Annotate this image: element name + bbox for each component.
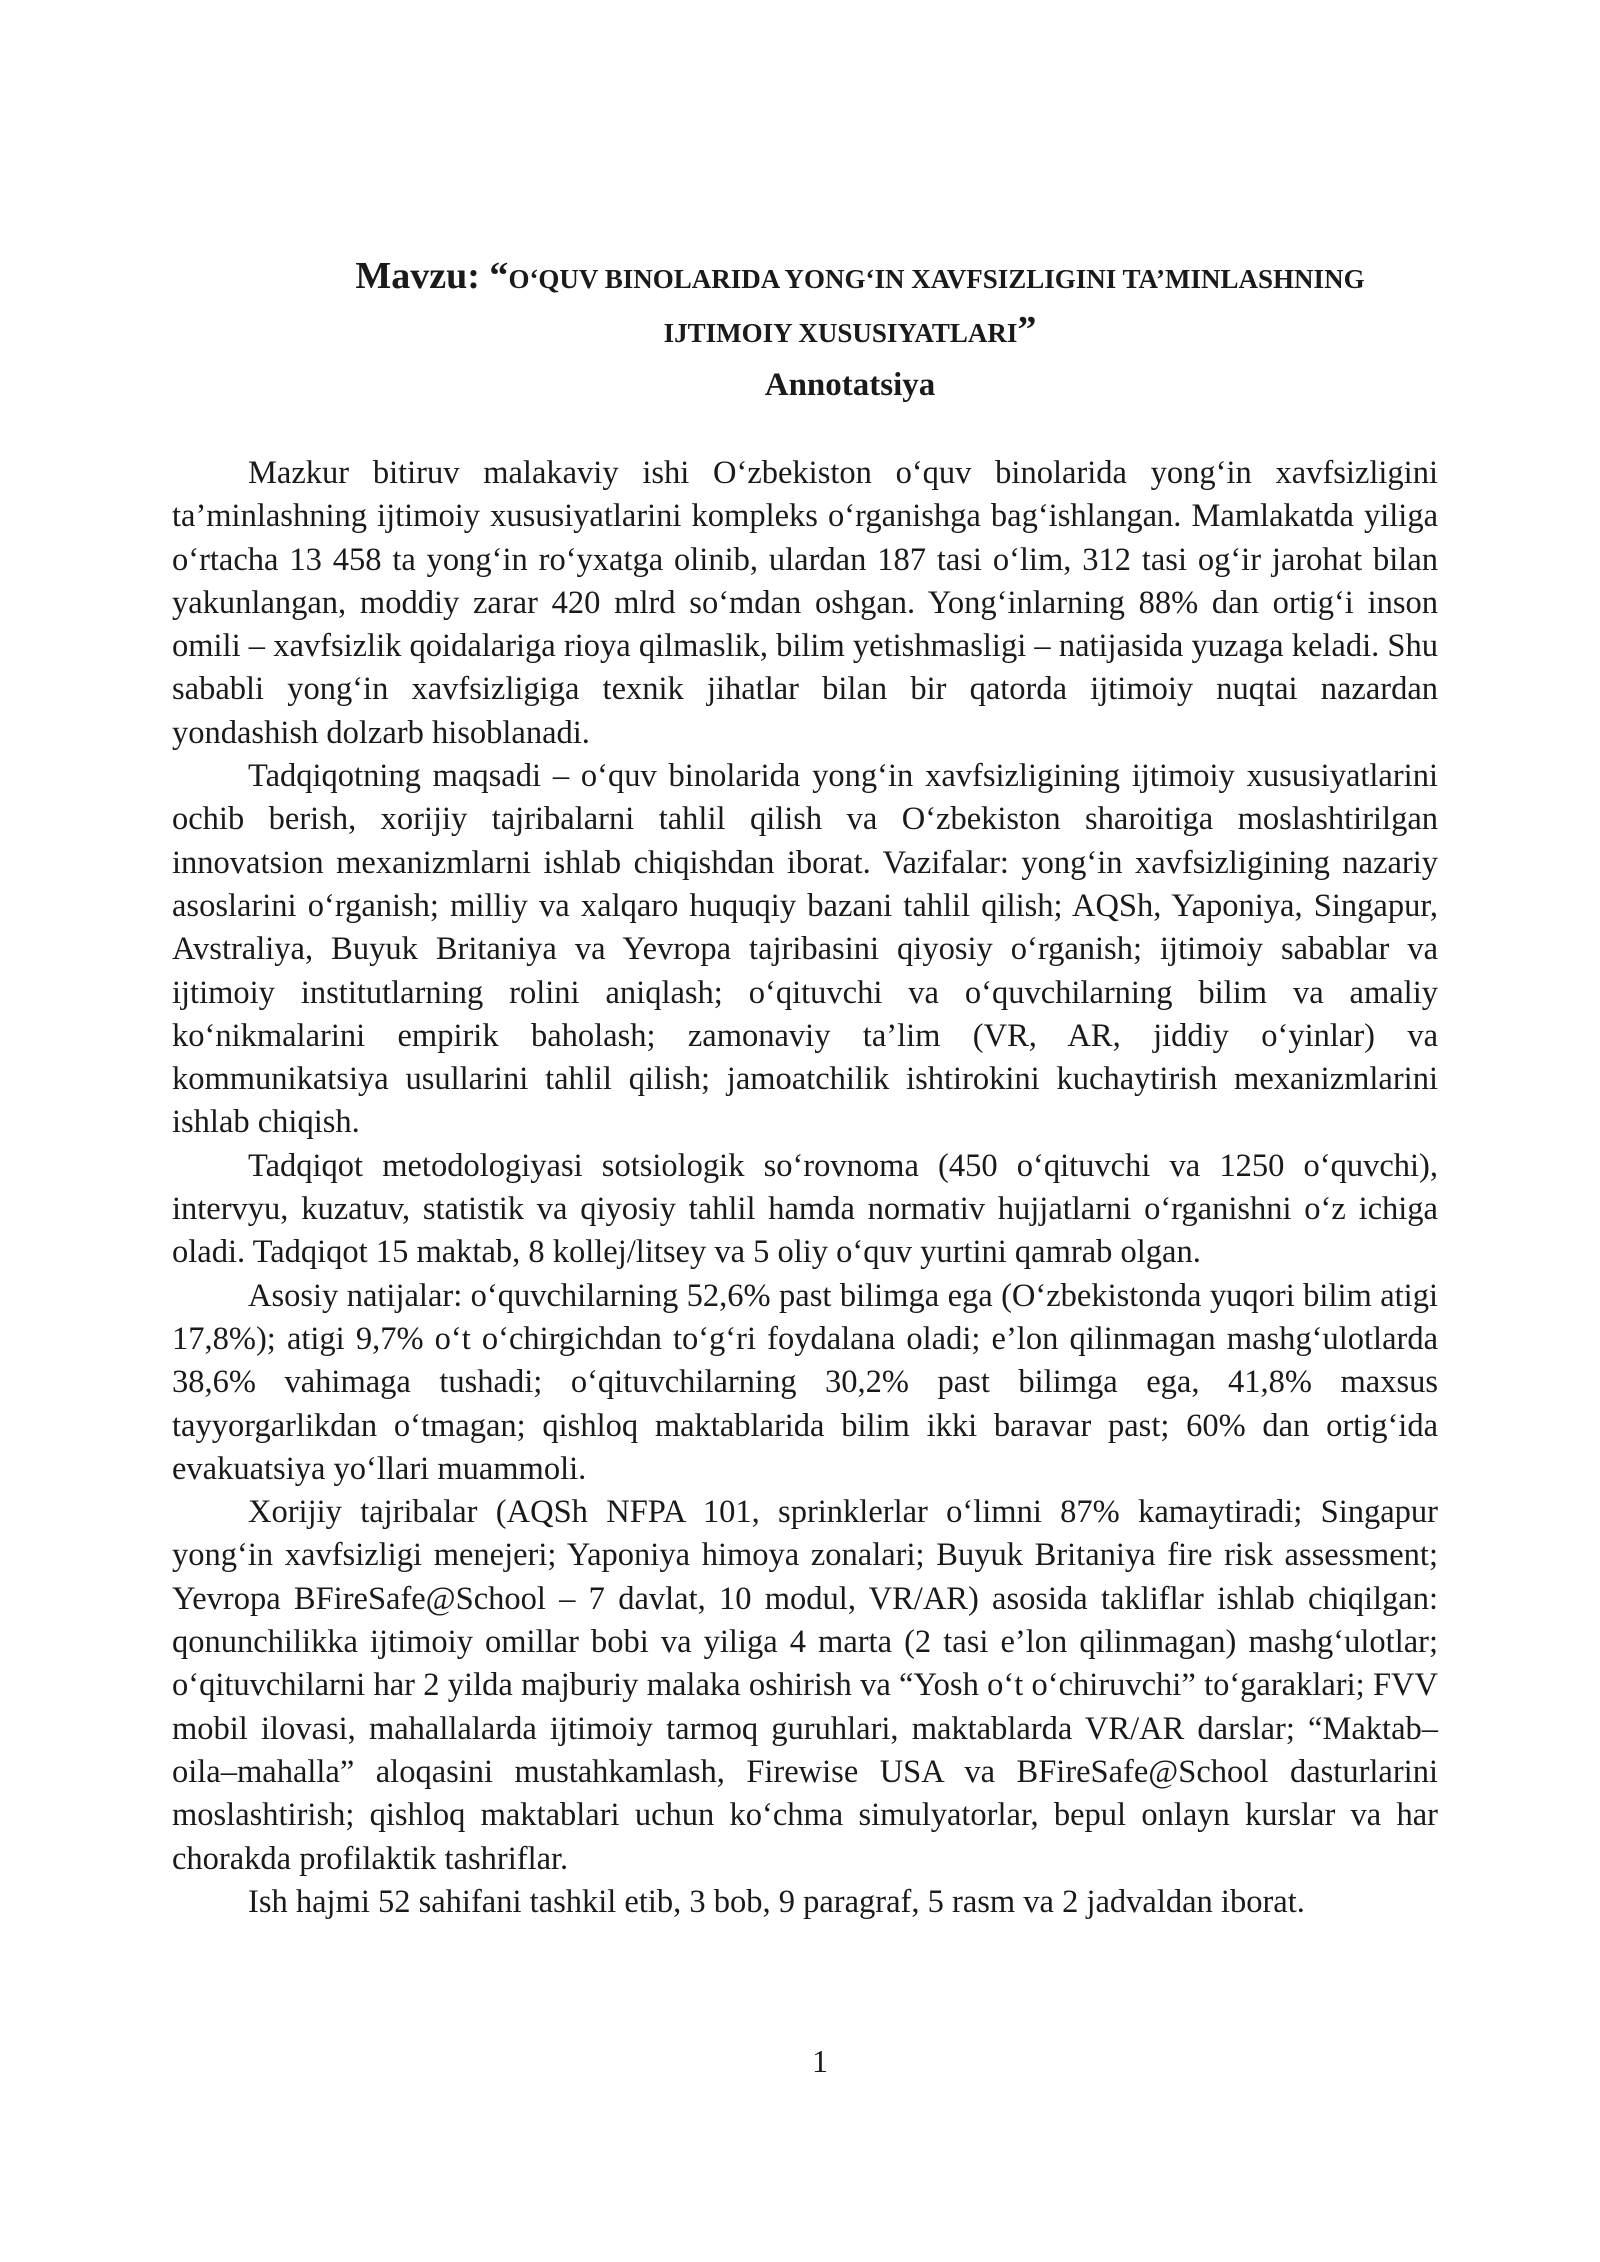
title-prefix: Mavzu: “ [355,255,509,297]
document-page [172,252,1438,1924]
paragraph-methodology: Tadqiqot metodologiyasi sotsiologik so‘rovnoma (450 o‘qituvchi va 1250 o‘quvchi), intervyu, kuzatuv, statistik va qiyosiy tahlil hamda normativ hujjatlarni o‘rganishni o‘z ichiga oladi. Tadqiqot 15 maktab, 8 kollej/litsey va 5 oliy o‘quv yurtini qamrab olgan. [172,1147,1438,1271]
title-close-quote: ” [1017,309,1037,351]
page-number: 1 [812,2043,828,2079]
title-line-2: IJTIMOIY XUSUSIYATLARI [663,318,1018,348]
section-heading: Annotatsiya [764,367,936,403]
title-line-1: O‘QUV BINOLARIDA YONG‘IN XAVFSIZLIGINI TA’MINLASHNING [508,264,1365,294]
document-title-continued [172,308,1438,360]
annotation-body [172,452,1438,1924]
paragraph-recommendations: Xorijiy tajribalar (AQSh NFPA 101, sprinklerlar o‘limni 87% kamaytiradi; Singapur yong‘in xavfsizligi menejeri; Yaponiya himoya zonalari; Buyuk Britaniya fire risk assessment; Yevropa BFireSafe@School – 7 davlat, 10 modul, VR/AR) asosida takliflar ishlab chiqilgan: qonunchilikka ijtimoiy omillar bobi va yiliga 4 marta (2 tasi e’lon qilinmagan) mashg‘ulotlar; o‘qituvchilarni har 2 yilda majburiy malaka oshirish va “Yosh o‘t o‘chiruvchi” to‘garaklari; FVV mobil ilovasi, mahallalarda ijtimoiy tarmoq guruhlari, maktablarda VR/AR darslar; “Maktab–oila–mahalla” aloqasini mustahkamlash, Firewise USA va BFireSafe@School dasturlarini moslashtirish; qishloq maktablari uchun ko‘chma simulyatorlar, bepul onlayn kurslar va har chorakda profilaktik tashriflar. [172,1494,1438,1877]
paragraph-results: Asosiy natijalar: o‘quvchilarning 52,6% past bilimga ega (O‘zbekistonda yuqori bilim atigi 17,8%); atigi 9,7% o‘t o‘chirgichdan to‘g‘ri foydalana oladi; e’lon qilinmagan mashg‘ulotlarda 38,6% vahimaga tushadi; o‘qituvchilarning 30,2% past bilimga ega, 41,8% maxsus tayyorgarlikdan o‘tmagan; qishloq maktablarida bilim ikki baravar past; 60% dan ortig‘ida evakuatsiya yo‘llari muammoli. [172,1277,1438,1487]
paragraph-volume: Ish hajmi 52 sahifani tashkil etib, 3 bob, 9 paragraf, 5 rasm va 2 jadvaldan iborat. [248,1883,1305,1920]
document-title [172,252,1438,308]
paragraph-intro: Mazkur bitiruv malakaviy ishi O‘zbekiston o‘quv binolarida yong‘in xavfsizligini ta’minlashning ijtimoiy xususiyatlarini kompleks o‘rganishga bag‘ishlangan. Mamlakatda yiliga o‘rtacha 13 458 ta yong‘in ro‘yxatga olinib, ulardan 187 tasi o‘lim, 312 tasi og‘ir jarohat bilan yakunlangan, moddiy zarar 420 mlrd so‘mdan oshgan. Yong‘inlarning 88% dan ortig‘i inson omili – xavfsizlik qoidalariga rioya qilmaslik, bilim yetishmasligi – natijasida yuzaga keladi. Shu sababli yong‘in xavfsizligiga texnik jihatlar bilan bir qatorda ijtimoiy nuqtai nazardan yondashish dolzarb hisoblanadi. [172,455,1438,751]
paragraph-goals: Tadqiqotning maqsadi – o‘quv binolarida yong‘in xavfsizligining ijtimoiy xususiyatlarini ochib berish, xorijiy tajribalarni tahlil qilish va O‘zbekiston sharoitiga moslashtirilgan innovatsion mexanizmlarni ishlab chiqishdan iborat. Vazifalar: yong‘in xavfsizligining nazariy asoslarini o‘rganish; milliy va xalqaro huquqiy bazani tahlil qilish; AQSh, Yaponiya, Singapur, Avstraliya, Buyuk Britaniya va Yevropa tajribasini qiyosiy o‘rganish; ijtimoiy sabablar va ijtimoiy institutlarning rolini aniqlash; o‘qituvchi va o‘quvchilarning bilim va amaliy ko‘nikmalarini empirik baholash; zamonaviy ta’lim (VR, AR, jiddiy o‘yinlar) va kommunikatsiya usullarini tahlil qilish; jamoatchilik ishtirokini kuchaytirish mexanizmlarini ishlab chiqish. [172,758,1438,1141]
